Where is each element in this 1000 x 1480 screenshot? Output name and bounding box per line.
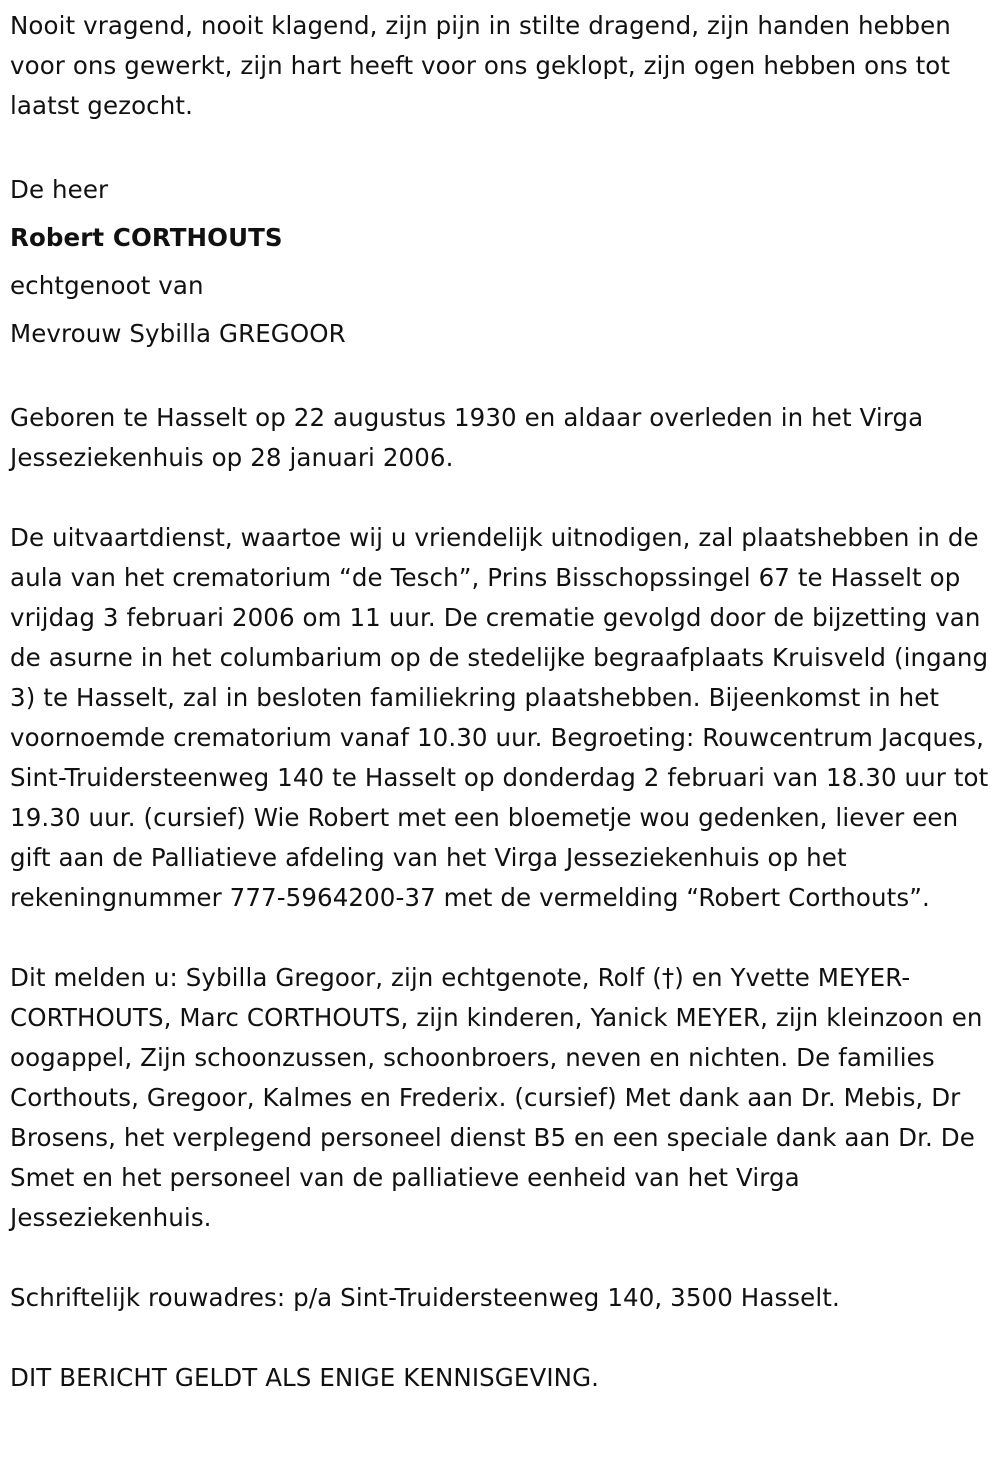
funeral-paragraph: De uitvaartdienst, waartoe wij u vriendelijk uitnodigen, zal plaatshebben in de aula van het crematorium “de Tesch”, Prins Bisschopssingel 67 te Hasselt op vrijdag 3 februari 2006 om 11 uur. De crematie gevolgd door de bijzetting van de asurne in het columbarium op de stedelijke begraafplaats Kruisveld (ingang 3) te Hasselt, zal in besloten familiekring plaatshebben. Bijeenkomst in het voornoemde crematorium vanaf 10.30 uur. Begroeting: Rouwcentrum Jacques, Sint-Truidersteenweg 140 te Hasselt op donderdag 2 februari van 18.30 uur tot 19.30 uur. (cursief) Wie Robert met een bloemetje wou gedenken, liever een gift aan de Palliatieve afdeling van het Virga Jesseziekenhuis op het rekeningnummer 777-5964200-37 met de vermelding “Robert Corthouts”. (10, 523, 989, 912)
obituary-document (10, 6, 994, 1398)
birth-death-paragraph: Geboren te Hasselt op 22 augustus 1930 en aldaar overleden in het Virga Jesseziekenhuis op 28 januari 2006. (10, 403, 924, 472)
relation-label: echtgenoot van (10, 271, 204, 300)
spacer (10, 1318, 994, 1358)
spacer (10, 478, 994, 518)
poem-paragraph: Nooit vragend, nooit klagend, zijn pijn in stilte dragend, zijn handen hebben voor ons gewerkt, zijn hart heeft voor ons geklopt, zijn ogen hebben ons tot laatst gezocht. (10, 11, 951, 120)
notice-line: DIT BERICHT GELDT ALS ENIGE KENNISGEVING. (10, 1363, 600, 1392)
mourning-address: Schriftelijk rouwadres: p/a Sint-Truidersteenweg 140, 3500 Hasselt. (10, 1283, 840, 1312)
spouse-name: Mevrouw Sybilla GREGOOR (10, 319, 346, 348)
spacer (10, 358, 994, 398)
announcers-paragraph: Dit melden u: Sybilla Gregoor, zijn echtgenote, Rolf (†) en Yvette MEYER-CORTHOUTS, Marc CORTHOUTS, zijn kinderen, Yanick MEYER, zijn kleinzoon en oogappel, Zijn schoonzussen, schoonbroers, neven en nichten. De families Corthouts, Gregoor, Kalmes en Frederix. (cursief) Met dank aan Dr. Mebis, Dr Brosens, het verplegend personeel dienst B5 en een speciale dank aan Dr. De Smet en het personeel van de palliatieve eenheid van het Virga Jesseziekenhuis. (10, 963, 983, 1232)
salutation: De heer (10, 175, 109, 204)
spacer (10, 918, 994, 958)
spacer (10, 1238, 994, 1278)
deceased-name: Robert CORTHOUTS (10, 223, 283, 252)
spacer (10, 126, 994, 166)
